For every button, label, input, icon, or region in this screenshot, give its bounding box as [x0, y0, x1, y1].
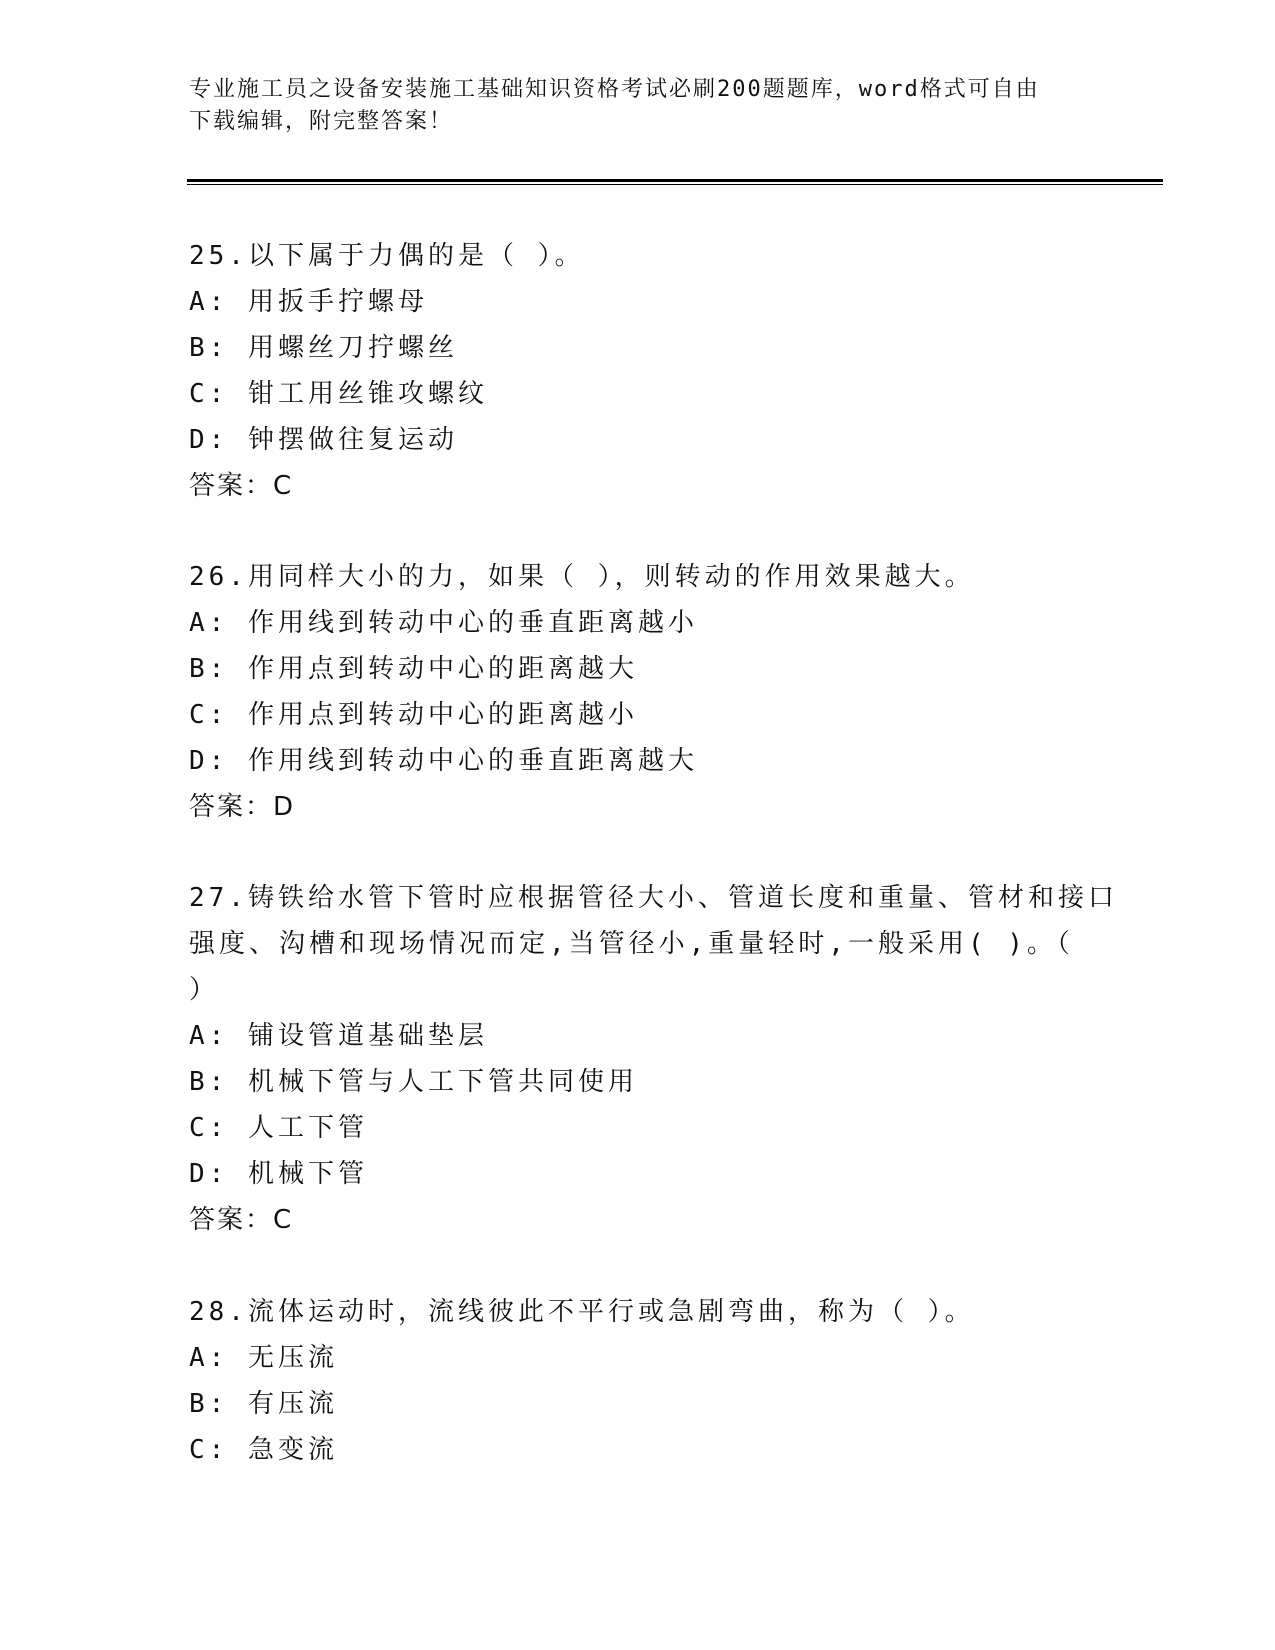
answer: 答案：C: [189, 1205, 294, 1235]
option-a: A: 作用线到转动中心的垂直距离越小: [189, 608, 698, 638]
option-b: B: 机械下管与人工下管共同使用: [189, 1067, 638, 1097]
answer: 答案：D: [189, 792, 296, 822]
question-26: [189, 554, 1089, 830]
question-stem: 25.以下属于力偶的是（ ）。: [189, 241, 585, 271]
question-27: [189, 875, 1118, 1243]
option-c: C: 钳工用丝锥攻螺纹: [189, 379, 488, 409]
document-header: [189, 74, 1089, 138]
option-a: A: 铺设管道基础垫层: [189, 1021, 488, 1051]
option-d: D: 钟摆做往复运动: [189, 425, 458, 455]
option-c: C: 作用点到转动中心的距离越小: [189, 700, 638, 730]
question-stem-line-3: ）: [189, 975, 220, 1005]
answer: 答案：C: [189, 471, 294, 501]
question-stem: 26.用同样大小的力，如果（ ），则转动的作用效果越大。: [189, 562, 975, 592]
header-line-2: 下载编辑，附完整答案！: [189, 109, 454, 134]
header-line-1: 专业施工员之设备安装施工基础知识资格考试必刷200题题库，word格式可自由: [189, 77, 1040, 102]
option-c: C: 人工下管: [189, 1113, 368, 1143]
option-d: D: 作用线到转动中心的垂直距离越大: [189, 746, 698, 776]
option-d: D: 机械下管: [189, 1159, 368, 1189]
option-a: A: 无压流: [189, 1343, 338, 1373]
option-c: C: 急变流: [189, 1435, 338, 1465]
option-b: B: 作用点到转动中心的距离越大: [189, 654, 638, 684]
header-rule-thin: [187, 184, 1163, 185]
question-stem-line-2: 强度、沟槽和现场情况而定,当管径小,重量轻时,一般采用( )。（: [189, 929, 1074, 959]
question-stem: 28.流体运动时，流线彼此不平行或急剧弯曲，称为（ ）。: [189, 1297, 975, 1327]
option-a: A: 用扳手拧螺母: [189, 287, 428, 317]
option-b: B: 有压流: [189, 1389, 338, 1419]
question-stem-line-1: 27.铸铁给水管下管时应根据管径大小、管道长度和重量、管材和接口: [189, 883, 1118, 913]
question-28: [189, 1289, 1089, 1473]
question-25: [189, 233, 1089, 509]
header-rule-thick: [187, 179, 1163, 182]
option-b: B: 用螺丝刀拧螺丝: [189, 333, 458, 363]
